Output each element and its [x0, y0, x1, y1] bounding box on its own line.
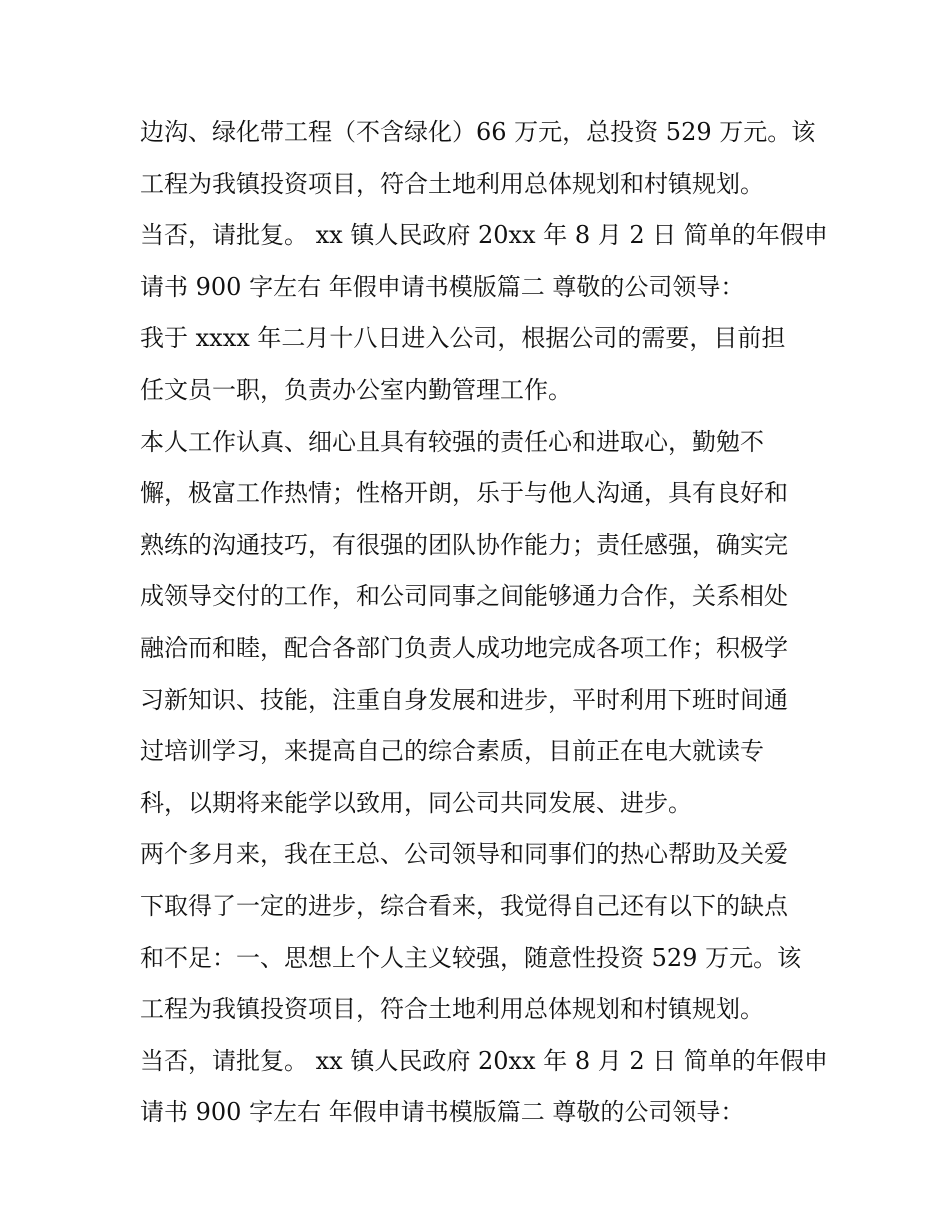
text-line: 和不足：一、思想上个人主义较强，随意性投资 529 万元。该 — [140, 943, 802, 972]
text-line: 科，以期将来能学以致用，同公司共同发展、进步。 — [140, 788, 692, 817]
text-line: 本人工作认真、细心且具有较强的责任心和进取心，勤勉不 — [140, 427, 764, 456]
text-line: 任文员一职，负责办公室内勤管理工作。 — [140, 375, 572, 404]
text-line: 我于 xxxx 年二月十八日进入公司，根据公司的需要，目前担 — [140, 324, 786, 353]
text-line: 成领导交付的工作，和公司同事之间能够通力合作，关系相处 — [140, 582, 788, 611]
text-line: 工程为我镇投资项目，符合土地利用总体规划和村镇规划。 — [140, 169, 764, 198]
text-line: 过培训学习，来提高自己的综合素质，目前正在电大就读专 — [140, 737, 764, 766]
text-line: 融洽而和睦，配合各部门负责人成功地完成各项工作；积极学 — [140, 633, 788, 662]
text-line: 边沟、绿化带工程（不含绿化）66 万元，总投资 529 万元。该 — [140, 118, 816, 146]
text-line: 习新知识、技能，注重自身发展和进步，平时利用下班时间通 — [140, 685, 788, 714]
text-line: 下取得了一定的进步，综合看来，我觉得自己还有以下的缺点 — [140, 891, 788, 920]
body-text — [140, 107, 828, 1139]
text-line: 当否，请批复。 xx 镇人民政府 20xx 年 8 月 2 日 简单的年假申 — [140, 1046, 828, 1075]
text-line: 懈，极富工作热情；性格开朗，乐于与他人沟通，具有良好和 — [140, 479, 788, 508]
text-line: 当否，请批复。 xx 镇人民政府 20xx 年 8 月 2 日 简单的年假申 — [140, 221, 828, 250]
text-line: 熟练的沟通技巧，有很强的团队协作能力；责任感强，确实完 — [140, 530, 788, 559]
text-line: 两个多月来，我在王总、公司领导和同事们的热心帮助及关爱 — [140, 840, 788, 869]
text-line: 请书 900 字左右 年假申请书模版篇二 尊敬的公司领导： — [140, 272, 745, 301]
text-line: 工程为我镇投资项目，符合土地利用总体规划和村镇规划。 — [140, 995, 764, 1024]
text-line: 请书 900 字左右 年假申请书模版篇二 尊敬的公司领导： — [140, 1098, 745, 1127]
